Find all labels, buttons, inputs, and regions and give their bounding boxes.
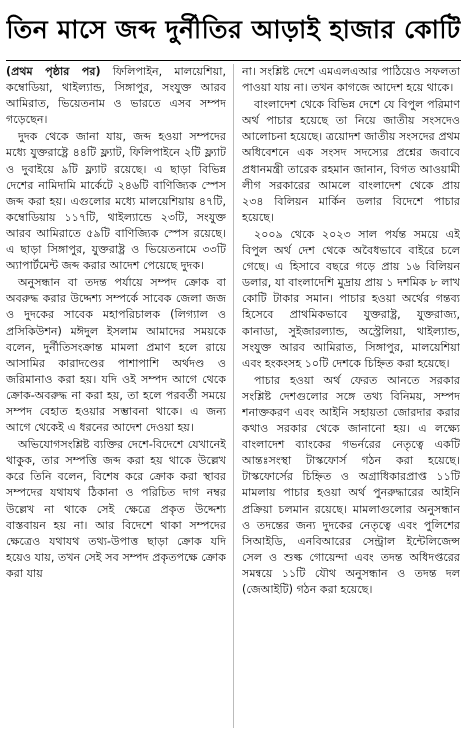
left-column: [6, 64, 226, 730]
continuation-lead: (প্রথম পৃষ্ঠার পর): [6, 65, 101, 78]
paragraph: অভিযোগসংশ্লিষ্ট ব্যক্তির দেশে-বিদেশে যেখানেই থাকুক, তার সম্পত্তি জব্দ করা হয় থাকে উল্লেখ করে তিনি বলেন, বিশেষ করে ক্রোক করা স্থাবর সম্পদের যথাযথ ঠিকানা ও পরিচিত দাগ নম্বর উল্লেখ না থাকে সেই ক্ষেত্রে প্রকৃত উদ্দেশ্য বাস্তবায়ন হয় না। আর বিদেশে থাকা সম্পদের ক্ষেত্রেও যথাযথ তথ্য-উপাত্ত ছাড়া ক্রোক যদি হয়েও যায়, তখন সেই সব সম্পদ প্রকৃতপক্ষে ক্রোক করা যায়: [6, 438, 226, 580]
paragraph: পাচার হওয়া অর্থ ফেরত আনতে সরকার সংশ্লিষ্ট দেশগুলোর সঙ্গে তথ্য বিনিময়, সম্পদ শনাক্তকরণ এবং আইনি সহায়তা জোরদার করার কথাও সরকার থেকে জানানো হয়। এ লক্ষ্যে বাংলাদেশ ব্যাংকের গভর্নরের নেতৃত্বে একটি আন্তঃসংস্থা টাস্কফোর্স গঠন করা হয়েছে। টাস্কফোর্সের চিহ্নিত ও অগ্রাধিকারপ্রাপ্ত ১১টি মামলায় পাচার হওয়া অর্থ পুনরুদ্ধারের আইনি প্রক্রিয়া চলমান রয়েছে। মামলাগুলোর অনুসন্ধান ও তদন্তের জন্য দুদকের নেতৃত্বে এবং পুলিশের সিআইডি, এনবিআরের সেন্ট্রাল ইন্টেলিজেন্স সেল ও শুল্ক গোয়েন্দা এবং তদন্ত অধিদপ্তরের সমন্বয়ে ১১টি যৌথ অনুসন্ধান ও তদন্ত দল (জেআইটি) গঠন করা হয়েছে।: [242, 373, 460, 596]
column-divider: [233, 64, 234, 728]
paragraph: দুদক থেকে জানা যায়, জব্দ হওয়া সম্পদের মধ্যে যুক্তরাষ্ট্রে ৪৪টি ফ্ল্যাট, ফিলিপাইনে ২টি ফ্ল্যাট ও দুবাইয়ে ৯টি ফ্ল্যাট রয়েছে। এ ছাড়া বিভিন্ন দেশের নামিদামি মার্কেটে ২৪৬টি বাণিজ্যিক স্পেস জব্দ করা হয়। এগুলোর মধ্যে মালয়েশিয়ায় ৪৭টি, কম্বোডিয়ায় ১১৭টি, থাইল্যান্ডে ২৩টি, সংযুক্ত আরব আমিরাতে ৫৯টি বাণিজ্যিক স্পেস রয়েছে। এ ছাড়া সিঙ্গাপুর, যুক্তরাষ্ট্র ও ভিয়েতনামে ৩৩টি অ্যাপার্টমেন্ট জব্দ করার আদেশ পেয়েছে দুদক।: [6, 130, 226, 273]
paragraph: না। সংশ্লিষ্ট দেশে এমএলএআর পাঠিয়েও সফলতা পাওয়া যায় না। তখন কাগজে আদেশ হয়ে থাকে।: [242, 65, 460, 95]
right-column: [242, 64, 460, 730]
paragraph-text: ফিলিপাইন, মালয়েশিয়া, কম্বোডিয়া, থাইল্যান্ড, সিঙ্গাপুর, সংযুক্ত আরব আমিরাত, ভিয়েতনাম ও ভারতে এসব সম্পদ গড়েছেন।: [6, 65, 226, 127]
paragraph: ২০০৯ থেকে ২০২৩ সাল পর্যন্ত সময়ে এই বিপুল অর্থ দেশ থেকে অবৈধভাবে বাইরে চলে গেছে। এ হিসাবে বছরে গড়ে প্রায় ১৬ বিলিয়ন ডলার, যা বাংলাদেশি মুদ্রায় প্রায় ১ দশমিক ৮ লাখ কোটি টাকার সমান। পাচার হওয়া অর্থের গন্তব্য হিসেবে প্রাথমিকভাবে যুক্তরাষ্ট্র, যুক্তরাজ্য, কানাডা, সুইজারল্যান্ড, অস্ট্রেলিয়া, থাইল্যান্ড, সংযুক্ত আরব আমিরাত, সিঙ্গাপুর, মালয়েশিয়া এবং হংকংসহ ১০টি দেশকে চিহ্নিত করা হয়েছে।: [242, 227, 460, 370]
headline: তিন মাসে জব্দ দুর্নীতির আড়াই হাজার কোটি: [6, 15, 461, 44]
paragraph: বাংলাদেশ থেকে বিভিন্ন দেশে যে বিপুল পরিমাণ অর্থ পাচার হয়েছে তা নিয়ে জাতীয় সংসদেও আলোচনা হয়েছে। ত্রয়োদশ জাতীয় সংসদের প্রথম অধিবেশনে এক সংসদ সদস্যের প্রশ্নের জবাবে প্রধানমন্ত্রী তারেক রহমান জানান, বিগত আওয়ামী লীগ সরকারের আমলে বাংলাদেশ থেকে প্রায় ২৩৪ বিলিয়ন মার্কিন ডলার বিদেশে পাচার হয়েছে।: [242, 98, 460, 224]
paragraph: অনুসন্ধান বা তদন্ত পর্যায়ে সম্পদ ক্রোক বা অবরুদ্ধ করার উদ্দেশ্য সম্পর্কে সাবেক জেলা জজ ও দুদকের সাবেক মহাপরিচালক (লিগ্যাল ও প্রসিকিউশন) মঈদুল ইসলাম আমাদের সময়কে বলেন, দুর্নীতিসংক্রান্ত মামলা প্রমাণ হলে রায়ে আসামির কারাদণ্ডের পাশাপাশি অর্থদণ্ড ও জরিমানাও করা হয়। যদি ওই সম্পদ আগে থেকে ক্রোক-অবরুদ্ধ না করা হয়, তা হলে পরবর্তী সময়ে সম্পদ বেহাত হওয়ার সম্ভাবনা থাকে। এ জন্য আগে থেকেই এ ধরনের আদেশ দেওয়া হয়।: [6, 276, 226, 435]
headline-rule: [6, 60, 461, 61]
paragraph: [6, 64, 226, 128]
